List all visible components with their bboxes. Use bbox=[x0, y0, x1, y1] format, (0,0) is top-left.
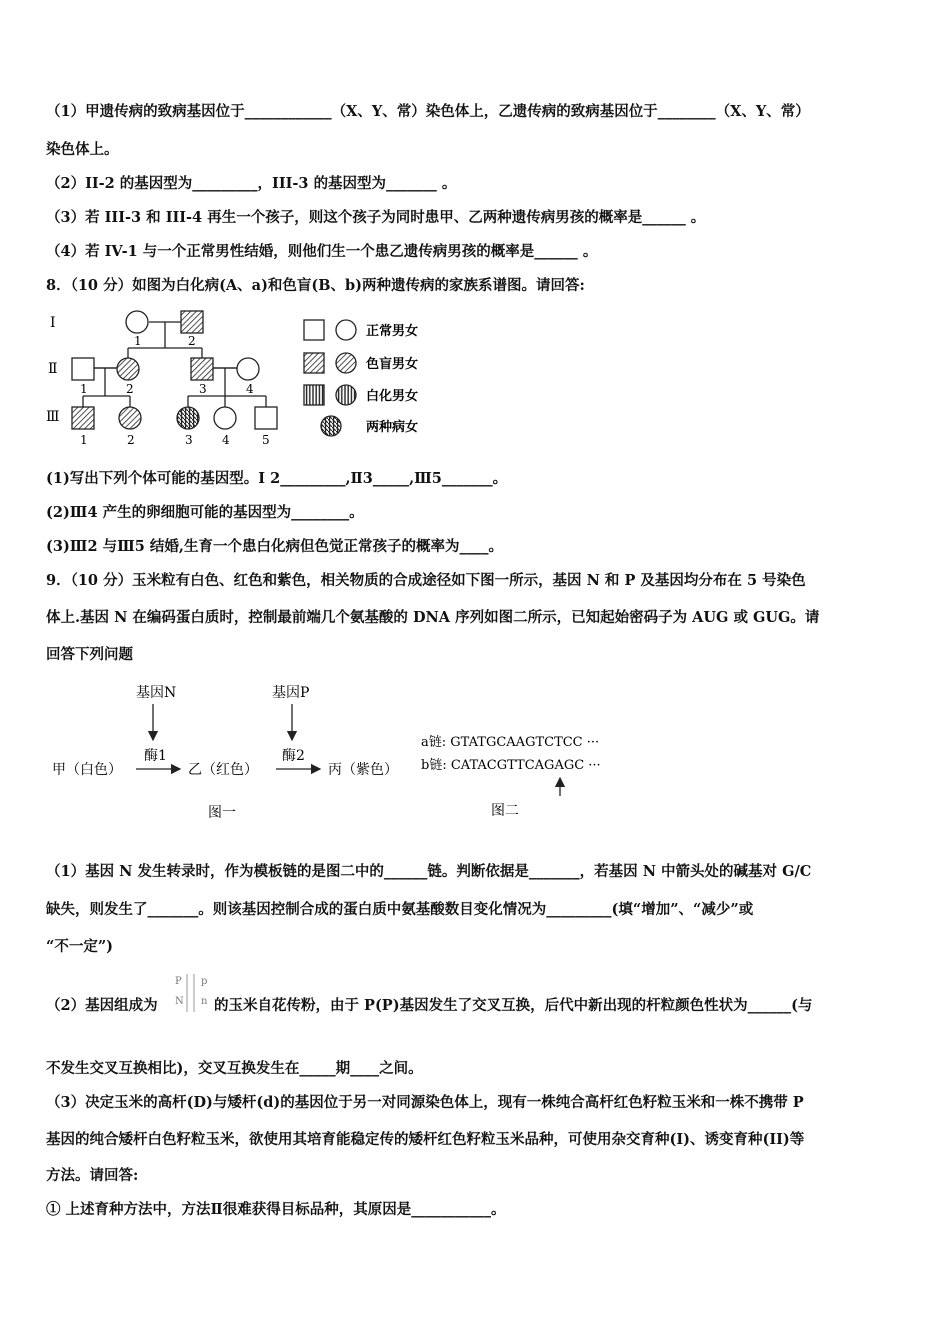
pedigree-III4-normal-female bbox=[214, 407, 236, 429]
legend-both-female bbox=[321, 416, 341, 436]
legend-normal-label: 正常男女 bbox=[366, 324, 419, 339]
pedigree-II-num-2: 2 bbox=[126, 382, 134, 396]
q9-part3-subq1: ① 上述育种方法中，方法Ⅱ很难获得目标品种，其原因是___________。 bbox=[46, 1201, 506, 1218]
legend-albino-female bbox=[336, 385, 356, 405]
q9-part1-line3: “不一定”) bbox=[46, 938, 114, 955]
legend-albino-male bbox=[304, 385, 324, 405]
pedigree-I1-normal-female bbox=[126, 311, 148, 333]
pedigree-III-num-1: 1 bbox=[80, 433, 88, 447]
pedigree-II3-colorblind-male bbox=[191, 358, 213, 380]
pedigree-II-num-3: 3 bbox=[199, 382, 207, 396]
pedigree-I-num-1: 1 bbox=[134, 334, 142, 348]
q9-part2-line1-prefix: （2）基因组成为 bbox=[46, 997, 158, 1014]
strand-b: b链: CATACGTTCAGAGC ··· bbox=[421, 758, 601, 773]
q8-part3: (3)Ⅲ2 与Ⅲ5 结婚,生育一个患白化病但色觉正常孩子的概率为____。 bbox=[46, 538, 503, 555]
strand-a: a链: GTATGCAAGTCTCC ··· bbox=[421, 735, 600, 750]
pedigree-III3-both-diseases-female bbox=[177, 407, 199, 429]
q9-part3-line1: （3）决定玉米的高杆(D)与矮杆(d)的基因位于另一对同源染色体上，现有一株纯合高杆红色籽粒玉米和一株不携带 P bbox=[46, 1094, 804, 1111]
legend-colorblind-label: 色盲男女 bbox=[366, 357, 419, 372]
pedigree-II-num-4: 4 bbox=[246, 382, 254, 396]
q9-part1-line1: （1）基因 N 发生转录时，作为模板链的是图二中的______链。判断依据是_______，若基因 N 中箭头处的碱基对 G/C bbox=[46, 863, 812, 880]
pedigree-III-num-4: 4 bbox=[222, 433, 230, 447]
legend-colorblind-male bbox=[304, 353, 324, 373]
legend-albino-label: 白化男女 bbox=[366, 389, 419, 404]
legend-normal-female bbox=[336, 320, 356, 340]
substance-yi: 乙（红色） bbox=[188, 762, 258, 778]
figure-1-caption: 图一 bbox=[208, 805, 236, 821]
pedigree-II2-colorblind-female bbox=[117, 358, 139, 380]
pedigree-III-num-2: 2 bbox=[127, 433, 135, 447]
figure-2-caption: 图二 bbox=[491, 803, 519, 819]
enzyme-2-label: 酶2 bbox=[282, 748, 305, 764]
gen-label-2: Ⅱ bbox=[48, 361, 58, 377]
substance-bing: 丙（紫色） bbox=[328, 762, 398, 778]
genotype-top-left: P bbox=[175, 976, 182, 987]
pedigree-I-num-2: 2 bbox=[188, 334, 196, 348]
legend-both-label: 两种病女 bbox=[366, 420, 419, 435]
pedigree-II-num-1: 1 bbox=[80, 382, 88, 396]
synthesis-pathway-figure bbox=[48, 678, 648, 828]
genotype-chromosome-notation bbox=[170, 972, 216, 1016]
legend-colorblind-female bbox=[336, 353, 356, 373]
q9-intro-line1: 9．（10 分）玉米粒有白色、红色和紫色，相关物质的合成途径如下图一所示，基因 N 和 P 及基因均分布在 5 号染色 bbox=[46, 572, 806, 589]
pedigree-II4-normal-female bbox=[237, 358, 259, 380]
pedigree-III-num-5: 5 bbox=[262, 433, 270, 447]
q8-part1: (1)写出下列个体可能的基因型。Ⅰ 2_________,Ⅱ3_____,Ⅲ5_______。 bbox=[46, 470, 508, 487]
genotype-bottom-left: N bbox=[175, 996, 184, 1007]
pedigree-I2-colorblind-male bbox=[181, 311, 203, 333]
q9-part2-line2: 不发生交叉互换相比)，交叉互换发生在_____期____之间。 bbox=[46, 1060, 423, 1077]
pedigree-II1-normal-male bbox=[72, 358, 94, 380]
q8-part2: (2)Ⅲ4 产生的卵细胞可能的基因型为________。 bbox=[46, 504, 364, 521]
q9-part3-line3: 方法。请回答: bbox=[46, 1167, 139, 1184]
q9-intro-line2: 体上.基因 N 在编码蛋白质时，控制最前端几个氨基酸的 DNA 序列如图二所示，已知起始密码子为 AUG 或 GUG。请 bbox=[46, 609, 820, 626]
q7-part2: （2）II-2 的基因型为_________，III-3 的基因型为_______ 。 bbox=[46, 175, 457, 192]
pedigree-III2-colorblind-female bbox=[119, 407, 141, 429]
substance-jia: 甲（白色） bbox=[52, 762, 122, 778]
gene-p-label: 基因P bbox=[272, 685, 310, 701]
pedigree-III-num-3: 3 bbox=[185, 433, 193, 447]
q9-part1-line2: 缺失，则发生了_______。则该基因控制合成的蛋白质中氨基酸数目变化情况为_________(填“增加”、“减少”或 bbox=[46, 901, 754, 918]
pedigree-III5-normal-male bbox=[255, 407, 277, 429]
gen-label-1: Ⅰ bbox=[50, 315, 56, 331]
legend-normal-male bbox=[304, 320, 324, 340]
q9-part2-line1-suffix: 的玉米自花传粉，由于 P(P)基因发生了交叉互换，后代中新出现的杆粒颜色性状为______(与 bbox=[214, 997, 813, 1014]
genotype-bottom-right: n bbox=[201, 996, 208, 1007]
q7-part3: （3）若 III-3 和 III-4 再生一个孩子，则这个孩子为同时患甲、乙两种遗传病男孩的概率是______ 。 bbox=[46, 209, 706, 226]
q9-part3-line2: 基因的纯合矮杆白色籽粒玉米，欲使用其培育能稳定传的矮杆红色籽粒玉米品种，可使用杂交育种(I)、诱变育种(II)等 bbox=[46, 1131, 805, 1148]
q7-part1-line1: （1）甲遗传病的致病基因位于____________（X、Y、常）染色体上，乙遗传病的致病基因位于________（X、Y、常） bbox=[46, 103, 810, 120]
gene-n-label: 基因N bbox=[136, 685, 177, 701]
pedigree-III1-colorblind-male bbox=[72, 407, 94, 429]
q8-title: 8．（10 分）如图为白化病(A、a)和色盲(B、b)两种遗传病的家族系谱图。请回答: bbox=[46, 277, 585, 294]
pedigree-figure bbox=[40, 303, 450, 453]
q9-intro-line3: 回答下列问题 bbox=[46, 646, 133, 663]
enzyme-1-label: 酶1 bbox=[144, 748, 167, 764]
q7-part4: （4）若 IV-1 与一个正常男性结婚，则他们生一个患乙遗传病男孩的概率是______ 。 bbox=[46, 243, 598, 260]
q7-part1-line2: 染色体上。 bbox=[46, 141, 119, 158]
genotype-top-right: p bbox=[201, 976, 208, 987]
gen-label-3: Ⅲ bbox=[46, 409, 60, 425]
